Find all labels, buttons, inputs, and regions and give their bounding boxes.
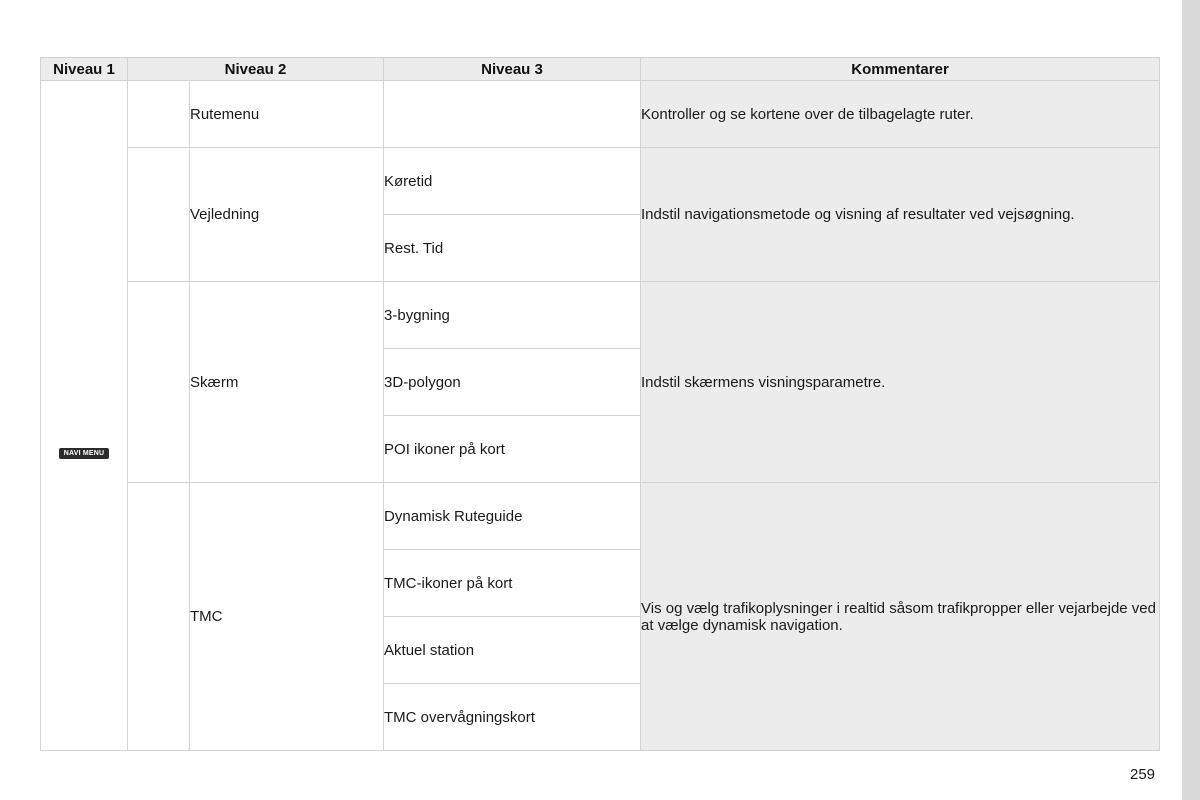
level3-3d-polygon: 3D-polygon — [384, 349, 641, 416]
comment-tmc: Vis og vælg trafikoplysninger i realtid såsom trafikpropper eller vejarbejde ved at vælge dynamisk navigation. — [641, 483, 1160, 751]
level3-tmc-overvaagningskort: TMC overvågningskort — [384, 684, 641, 751]
navi-menu-table — [40, 57, 1160, 751]
level3-empty — [384, 81, 641, 148]
level3-aktuel-station: Aktuel station — [384, 617, 641, 684]
header-comments: Kommentarer — [641, 58, 1160, 81]
spacer-cell — [128, 81, 190, 148]
level2-rutemenu: Rutemenu — [190, 81, 384, 148]
level3-tmc-ikoner: TMC-ikoner på kort — [384, 550, 641, 617]
level3-3-bygning: 3-bygning — [384, 282, 641, 349]
header-level3: Niveau 3 — [384, 58, 641, 81]
table-row — [41, 148, 1160, 215]
level3-koeretid: Køretid — [384, 148, 641, 215]
level3-poi-ikoner: POI ikoner på kort — [384, 416, 641, 483]
comment-skaerm: Indstil skærmens visningsparametre. — [641, 282, 1160, 483]
level3-dynamisk-ruteguide: Dynamisk Ruteguide — [384, 483, 641, 550]
level3-rest-tid: Rest. Tid — [384, 215, 641, 282]
level2-tmc: TMC — [190, 483, 384, 751]
table-row — [41, 81, 1160, 148]
table-row — [41, 282, 1160, 349]
header-level1: Niveau 1 — [41, 58, 128, 81]
comment-rutemenu: Kontroller og se kortene over de tilbagelagte ruter. — [641, 81, 1160, 148]
header-level2: Niveau 2 — [128, 58, 384, 81]
table-row — [41, 483, 1160, 550]
page-number: 259 — [1130, 766, 1156, 783]
header-row — [41, 58, 1160, 81]
level2-skaerm: Skærm — [190, 282, 384, 483]
navi-menu-button-icon: NAVI MENU — [59, 448, 110, 459]
page-edge-strip — [1182, 0, 1200, 800]
spacer-cell — [128, 282, 190, 483]
spacer-cell — [128, 483, 190, 751]
comment-vejledning: Indstil navigationsmetode og visning af resultater ved vejsøgning. — [641, 148, 1160, 282]
level2-vejledning: Vejledning — [190, 148, 384, 282]
spacer-cell — [128, 148, 190, 282]
level1-cell — [41, 81, 128, 751]
